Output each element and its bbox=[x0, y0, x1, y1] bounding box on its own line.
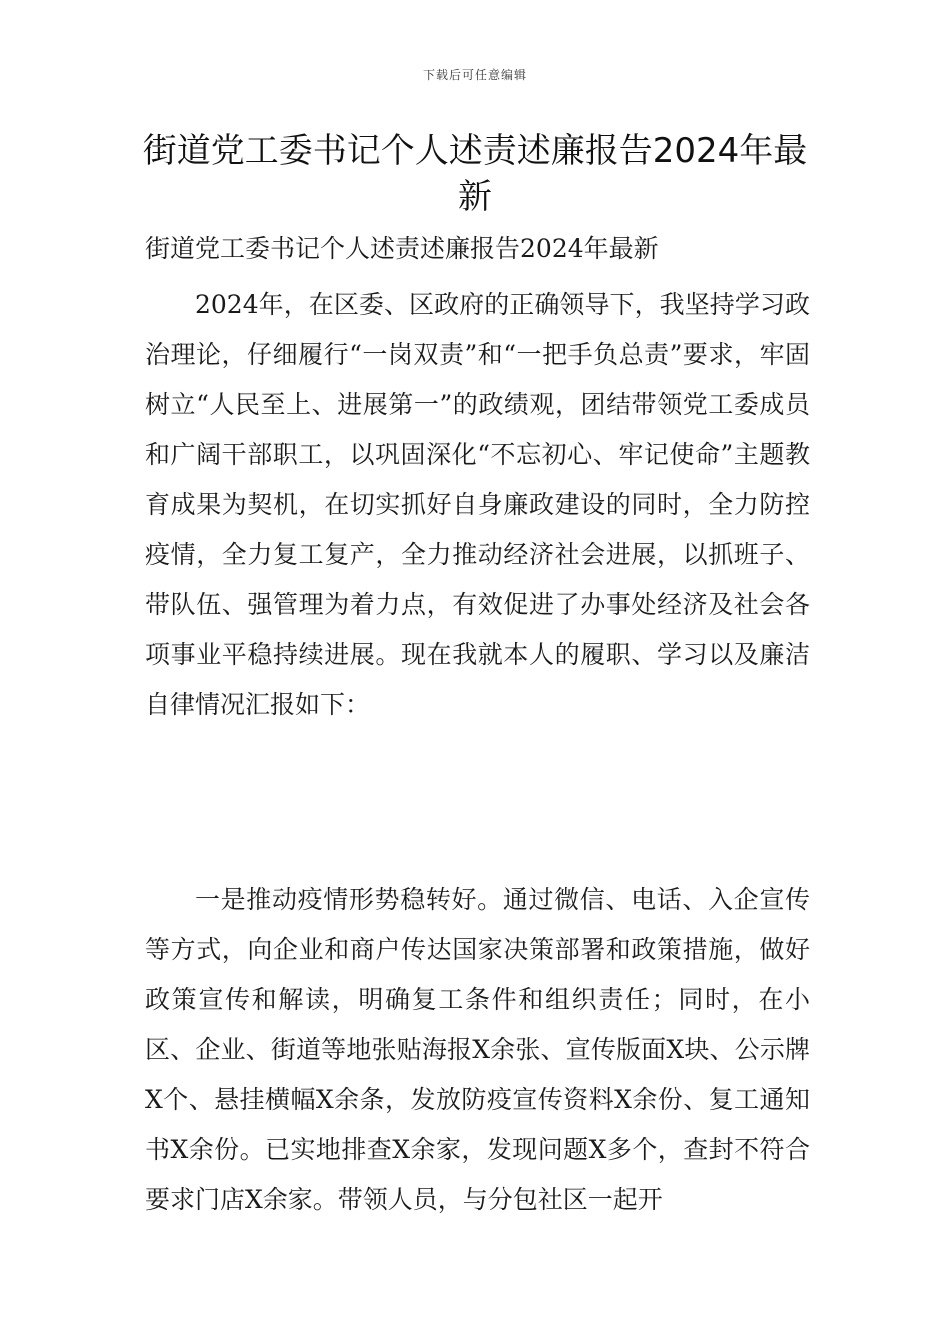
page-header-note: 下载后可任意编辑 bbox=[422, 68, 527, 82]
paragraph-epidemic-control: 一是推动疫情形势稳转好。通过微信、电话、入企宣传等方式，向企业和商户传达国家决策部署和政策措施，做好政策宣传和解读，明确复工条件和组织责任；同时，在小区、企业、街道等地张贴海报X余张、宣传版面X块、公示牌X个、悬挂横幅X余条，发放防疫宣传资料X余份、复工通知书X余份。已实地排查X余家，发现问题X多个，查封不符合要求门店X余家。带领人员，与分包社区一起开 bbox=[145, 885, 810, 1214]
document-title: 街道党工委书记个人述责述廉报告2024年最新 bbox=[142, 131, 808, 217]
document-body bbox=[145, 0, 810, 1344]
paragraph-intro: 2024年，在区委、区政府的正确领导下，我坚持学习政治理论，仔细履行“一岗双责”和“一把手负总责”要求，牢固树立“人民至上、进展第一”的政绩观，团结带领党工委成员和广阔干部职工，以巩固深化“不忘初心、牢记使命”主题教育成果为契机，在切实抓好自身廉政建设的同时，全力防控疫情，全力复工复产，全力推动经济社会进展，以抓班子、带队伍、强管理为着力点，有效促进了办事处经济及社会各项事业平稳持续进展。现在我就本人的履职、学习以及廉洁自律情况汇报如下： bbox=[145, 290, 810, 719]
document-subtitle: 街道党工委书记个人述责述廉报告2024年最新 bbox=[145, 234, 659, 263]
